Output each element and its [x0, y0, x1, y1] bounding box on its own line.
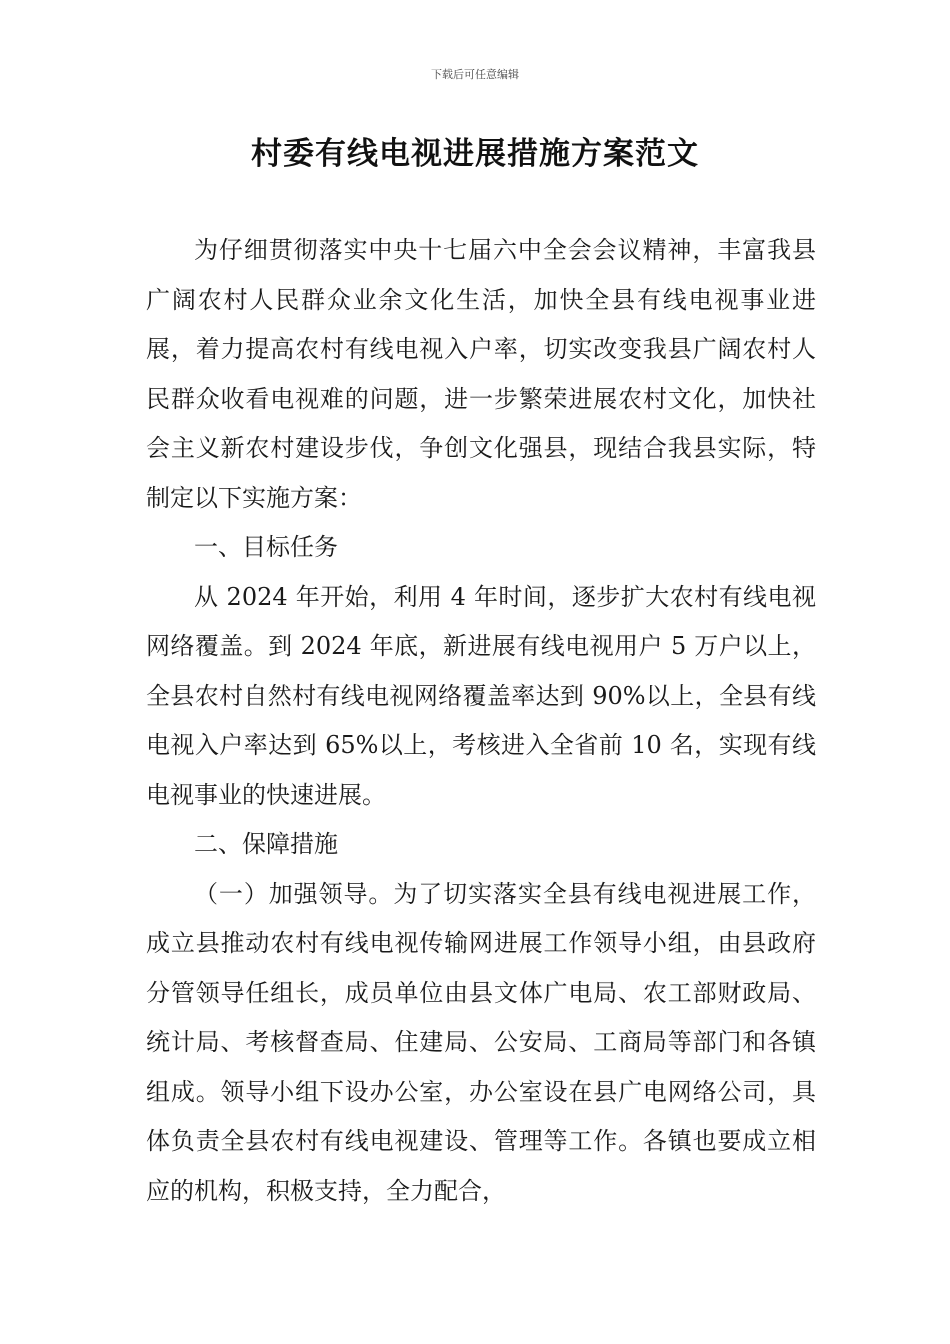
- section-heading-goals: 一、目标任务: [194, 533, 338, 561]
- document-title: 村委有线电视进展措施方案范文: [251, 136, 699, 172]
- intro-paragraph: 为仔细贯彻落实中央十七届六中全会会议精神，丰富我县广阔农村人民群众业余文化生活，加快全县有线电视事业进展，着力提高农村有线电视入户率，切实改变我县广阔农村人民群众收看电视难的问题，进一步繁荣进展农村文化，加快社会主义新农村建设步伐，争创文化强县，现结合我县实际，特制定以下实施方案：: [146, 236, 816, 512]
- header-note: 下载后可任意编辑: [431, 68, 519, 81]
- measures-paragraph: （一）加强领导。为了切实落实全县有线电视进展工作，成立县推动农村有线电视传输网进展工作领导小组，由县政府分管领导任组长，成员单位由县文体广电局、农工部财政局、统计局、考核督查局、住建局、公安局、工商局等部门和各镇组成。领导小组下设办公室，办公室设在县广电网络公司，具体负责全县农村有线电视建设、管理等工作。各镇也要成立相应的机构，积极支持，全力配合，: [146, 879, 816, 1205]
- goals-paragraph: 从 2024 年开始，利用 4 年时间，逐步扩大农村有线电视网络覆盖。到 2024 年底，新进展有线电视用户 5 万户以上，全县农村自然村有线电视网络覆盖率达到 90%以上，全县有线电视入户率达到 65%以上，考核进入全省前 10 名，实现有线电视事业的快速进展。: [146, 582, 816, 809]
- section-heading-measures: 二、保障措施: [194, 830, 338, 858]
- document-body: [146, 226, 816, 1216]
